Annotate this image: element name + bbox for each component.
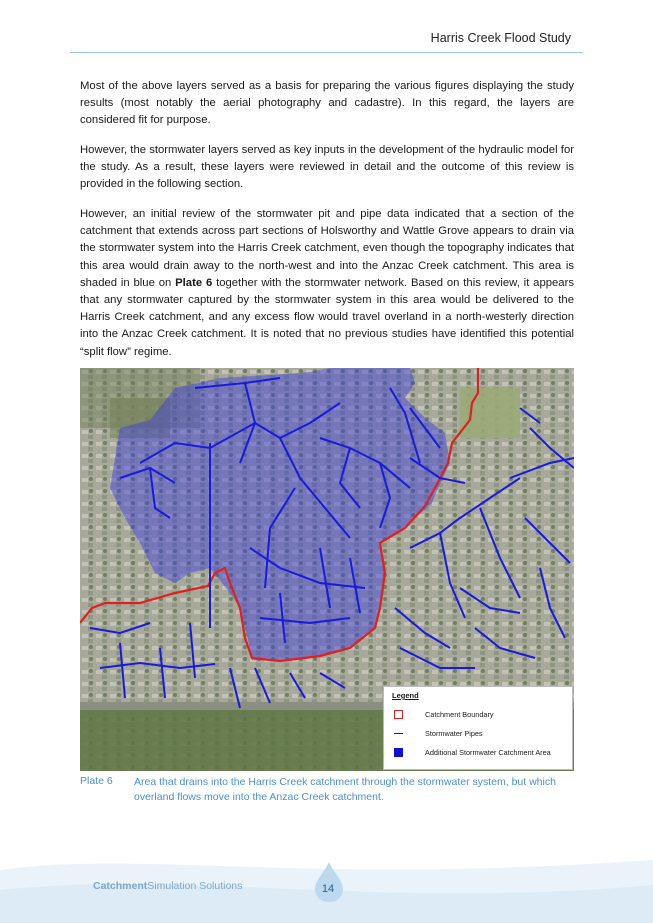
legend-item-area [394, 746, 551, 758]
paragraph-2: However, the stormwater layers served as key inputs in the development of the hydraulic model for the study. As a result, these layers were reviewed in detail and the outcome of this review is provided in the following section. [80, 144, 574, 191]
legend-label-pipes: Stormwater Pipes [425, 728, 483, 738]
plate-reference: Plate 6 [175, 276, 213, 289]
area-swatch [394, 748, 403, 757]
footer-brand-a: Catchment [93, 880, 148, 892]
legend-item-pipes [394, 727, 483, 739]
legend-item-boundary [394, 708, 494, 720]
page-number: 14 [321, 883, 335, 895]
footer-brand [93, 880, 242, 892]
paragraph-1: Most of the above layers served as a basis for preparing the various figures displaying the study results (most notably the aerial photography and cadastre). In this regard, the layers are considered fit for purpose. [80, 80, 574, 127]
legend-label-boundary: Catchment Boundary [425, 709, 494, 719]
paragraph-3-part-b: together with the stormwater network. Based on this review, it appears that any stormwater captured by the stormwater system in this area would be delivered to the Harris Creek catchment, and any excess flow would travel overland in a north-westerly direction into the Anzac Creek catchment. It is noted that no previous studies have identified this potential “split flow” regime. [80, 276, 574, 358]
water-drop-icon [313, 862, 345, 902]
caption-text: Area that drains into the Harris Creek catchment through the stormwater system, but which overland flows move into the Anzac Creek catchment. [134, 776, 556, 803]
header-rule [70, 52, 583, 53]
boundary-swatch [394, 710, 403, 719]
plate-6-map [80, 368, 574, 771]
paragraph-3 [80, 206, 574, 361]
legend-title: Legend [392, 691, 419, 700]
caption-number: Plate 6 [80, 775, 113, 787]
map-legend [383, 686, 573, 770]
footer-brand-b: Simulation Solutions [147, 880, 243, 892]
header-title: Harris Creek Flood Study [430, 31, 571, 45]
legend-label-area: Additional Stormwater Catchment Area [425, 747, 551, 757]
pipe-swatch [394, 733, 403, 734]
aerial-map-image [80, 368, 574, 771]
paragraph-3-part-a: However, an initial review of the stormwater pit and pipe data indicated that a section of the catchment that extends across part sections of Holsworthy and Wattle Grove appears to drain via the stormwater system into the Harris Creek catchment, even though the topography indicates that this area would drain away to the north-west and into the Anzac Creek catchment. This area is shaded in blue on [80, 208, 574, 289]
